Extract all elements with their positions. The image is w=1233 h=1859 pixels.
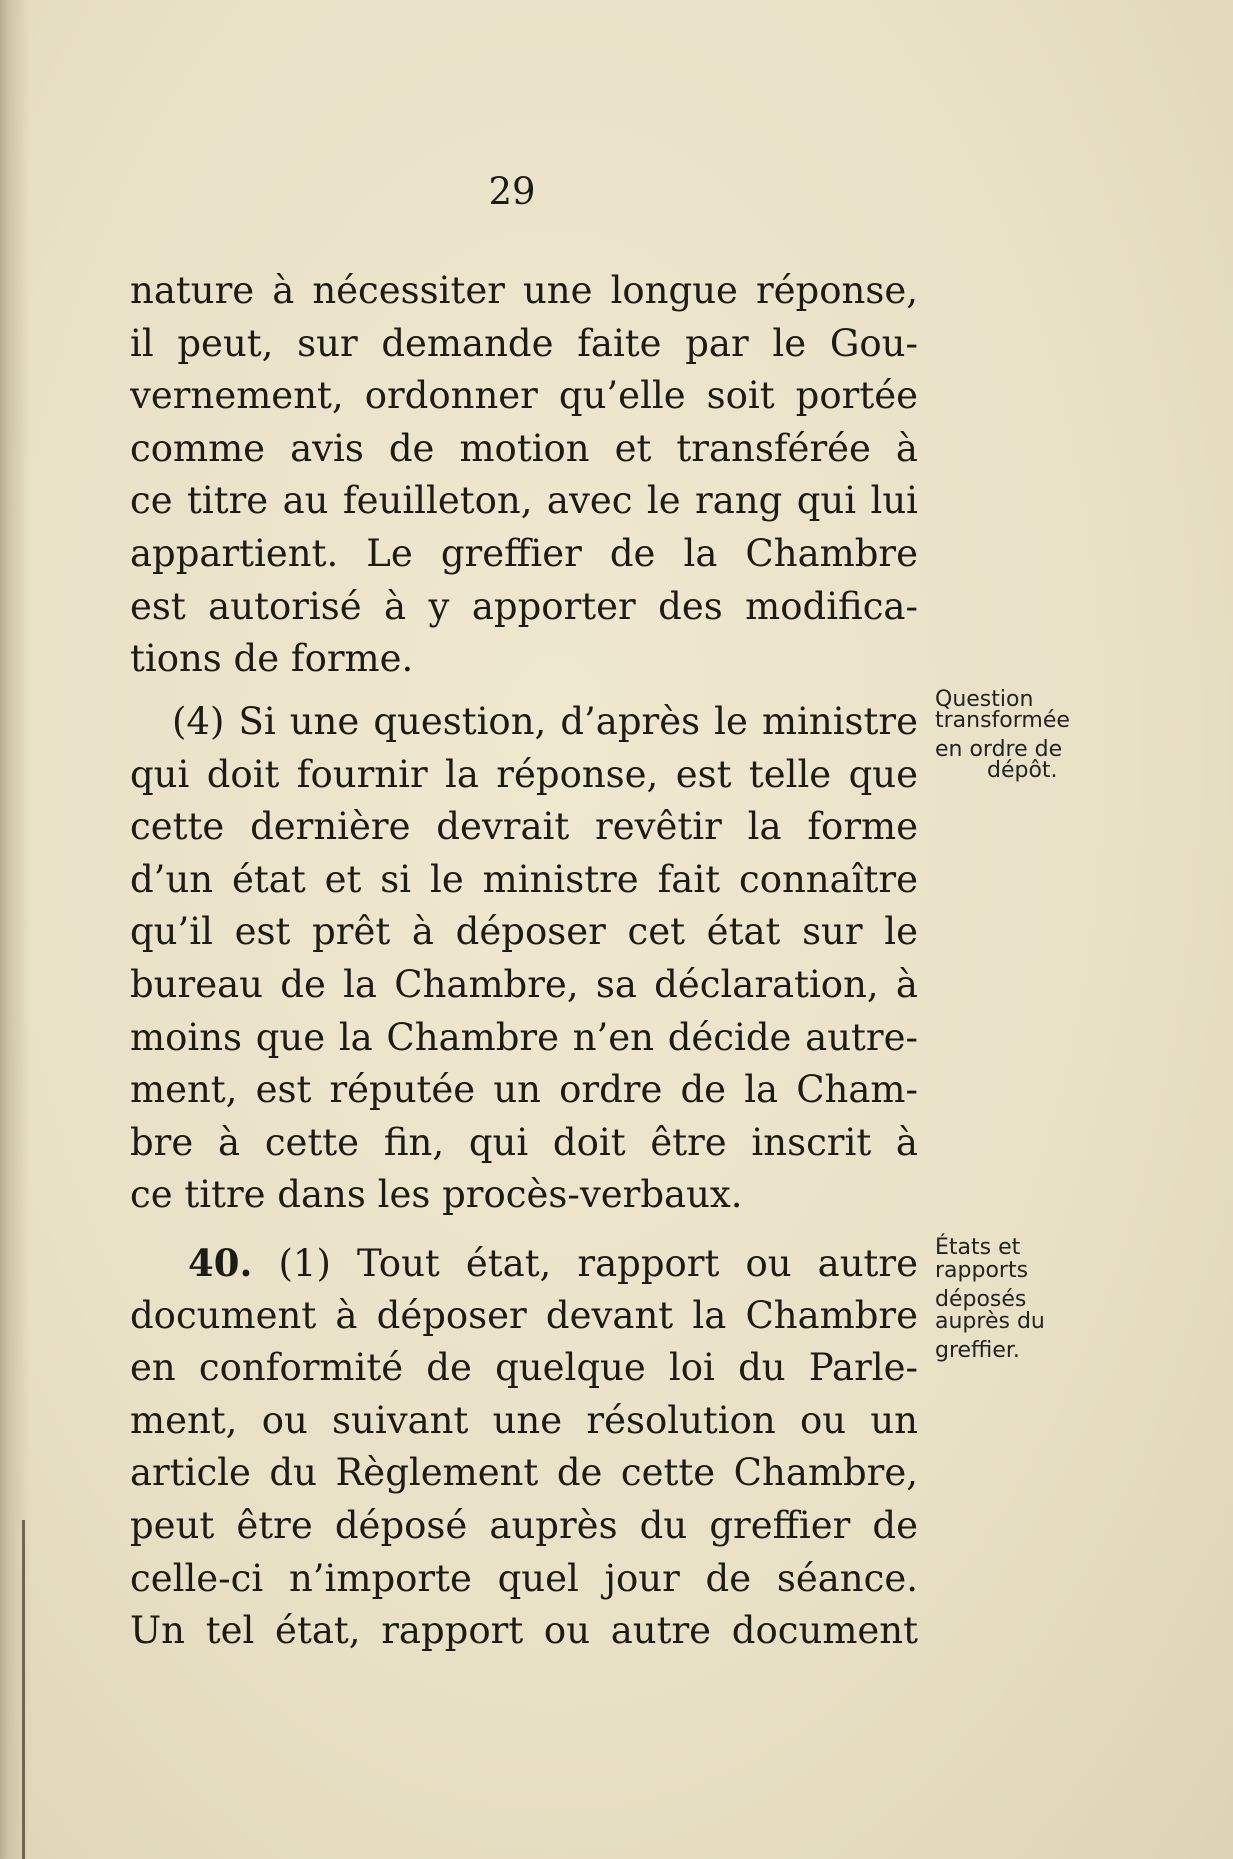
text-line: il peut, sur demande faite par le Gou- bbox=[130, 321, 918, 365]
section-number: 40. bbox=[188, 1241, 253, 1285]
text-line: est autorisé à y apporter des modifica- bbox=[130, 584, 918, 628]
text-line: moins que la Chambre n’en décide autre- bbox=[130, 1015, 918, 1059]
text-line: ment, ou suivant une résolution ou un bbox=[130, 1398, 918, 1442]
text-line: nature à nécessiter une longue réponse, bbox=[130, 269, 918, 312]
margin-note-line: rapports bbox=[935, 1258, 1029, 1283]
text-line: document à déposer devant la Chambre bbox=[130, 1293, 918, 1337]
paragraph-subsection-4 bbox=[130, 696, 918, 1222]
text-line-section-start bbox=[130, 1237, 918, 1290]
page-number: 29 bbox=[488, 170, 536, 213]
binding-edge-line bbox=[22, 1520, 25, 1859]
text-line: article du Règlement de cette Chambre, bbox=[130, 1451, 918, 1495]
bleed-through-note-1 bbox=[960, 432, 964, 449]
margin-note-line: en ordre de bbox=[935, 737, 1063, 762]
text-line: vernement, ordonner qu’elle soit portée bbox=[130, 374, 918, 418]
margin-note-line: Question bbox=[935, 687, 1034, 712]
text-line: d’un état et si le ministre fait connaître bbox=[130, 857, 918, 901]
margin-note-line: greffier. bbox=[935, 1338, 1020, 1363]
text-line: bre à cette fin, qui doit être inscrit à bbox=[130, 1120, 918, 1164]
text-line: peut être déposé auprès du greffier de bbox=[130, 1503, 918, 1547]
text-line: comme avis de motion et transférée à bbox=[130, 426, 918, 470]
margin-note-question-transformed bbox=[935, 688, 1070, 782]
text-line: qu’il est prêt à déposer cet état sur le bbox=[130, 910, 918, 954]
text-line: appartient. Le greffier de la Chambre bbox=[130, 531, 918, 575]
paragraph-continuation bbox=[130, 265, 918, 686]
text-line: ce titre au feuilleton, avec le rang qui lui bbox=[130, 479, 918, 523]
margin-note-states-reports bbox=[935, 1236, 1045, 1362]
text-line: cette dernière devrait revêtir la forme bbox=[130, 805, 918, 849]
text-line: qui doit fournir la réponse, est telle que bbox=[130, 752, 918, 796]
text-line: ce titre dans les procès-verbaux. bbox=[130, 1173, 743, 1217]
margin-note-line: transformée bbox=[935, 708, 1070, 733]
paragraph-section-40 bbox=[130, 1237, 918, 1658]
section-first-line: (1) Tout état, rapport ou autre bbox=[278, 1242, 918, 1285]
text-line: ment, est réputée un ordre de la Cham- bbox=[130, 1068, 918, 1112]
text-line: celle-ci n’importe quel jour de séance. bbox=[130, 1556, 918, 1600]
text-line: tions de forme. bbox=[130, 637, 414, 681]
margin-note-line: déposés bbox=[935, 1287, 1027, 1312]
binding-shadow bbox=[0, 0, 30, 1859]
text-line: en conformité de quelque loi du Parle- bbox=[130, 1346, 918, 1390]
margin-note-line: dépôt. bbox=[987, 758, 1058, 783]
margin-note-line: auprès du bbox=[935, 1309, 1045, 1334]
margin-note-line: États et bbox=[935, 1235, 1021, 1260]
text-line: Un tel état, rapport ou autre document bbox=[130, 1609, 918, 1653]
text-line: bureau de la Chambre, sa déclaration, à bbox=[130, 962, 918, 1006]
text-line: (4) Si une question, d’après le ministre bbox=[172, 700, 918, 743]
